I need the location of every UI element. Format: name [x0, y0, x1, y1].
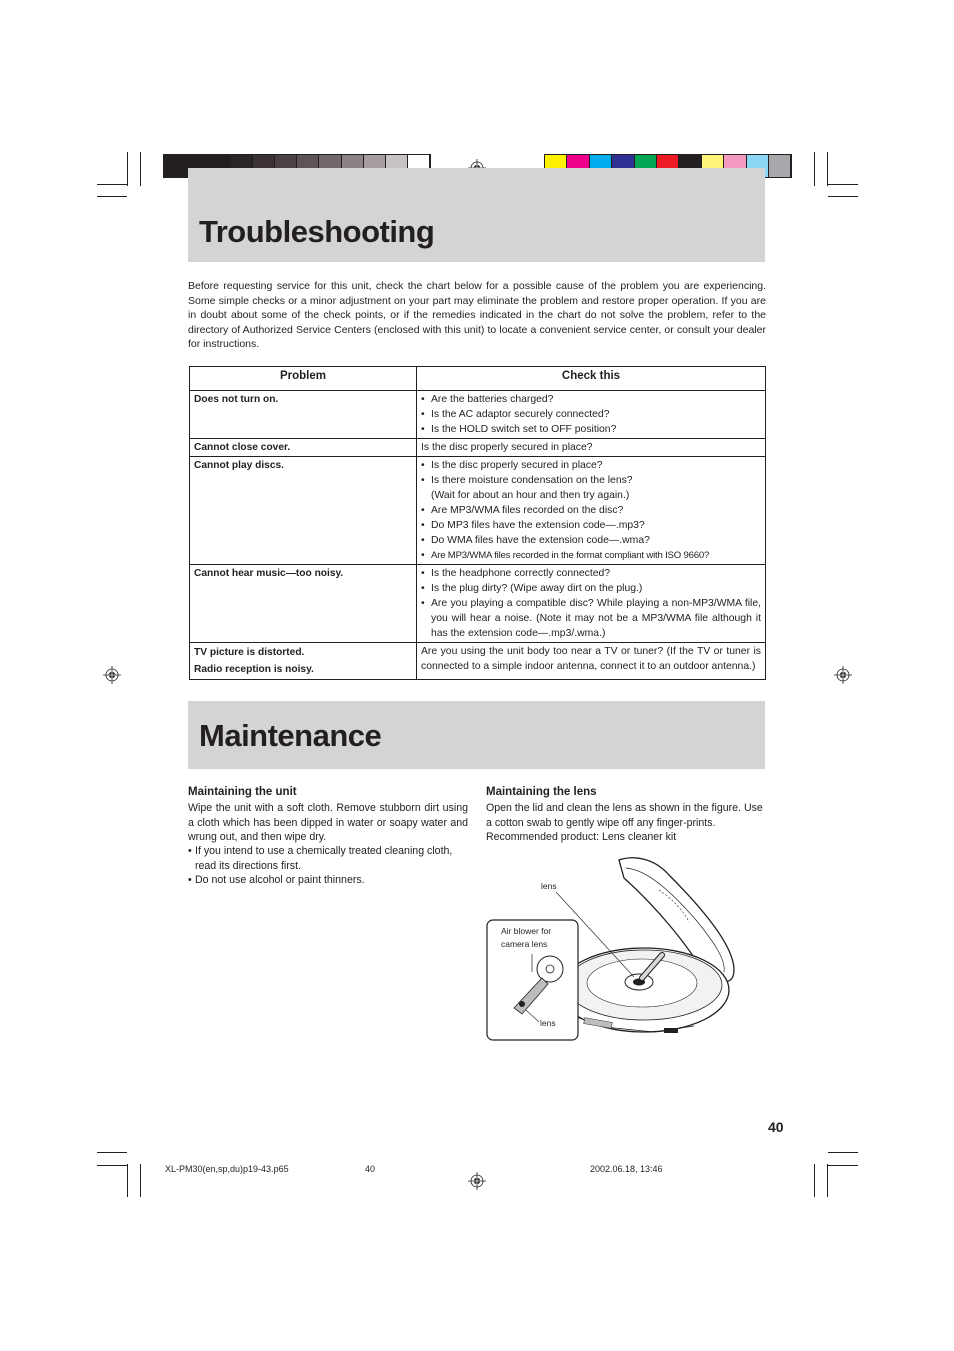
table-row [190, 457, 766, 565]
check-item: Are the batteries charged? [431, 394, 554, 405]
check-cell: • Is the headphone correctly connected? • Is the plug dirty? (Wipe away dirt on the plug.) • Are you playing a compatible disc? While playing a non-MP3/WMA file, you will hear a noise. (Note it may not be a MP3/WMA file although it has the extension code—.mp3/.wma.) [417, 565, 766, 643]
check-cell: • Is the disc properly secured in place? • Is there moisture condensation on the lens? (Wait for about an hour and then try again.) • Are MP3/WMA files recorded on the disc? • Do MP3 files have the extension code—.mp3? • Do WMA files have the extension code—.wma? • Are MP3/WMA files recorded in the format compliant with ISO 9660? [417, 457, 766, 565]
check-item: Is there moisture condensation on the lens? (Wait for about an hour and then try again.) [431, 475, 633, 501]
check-item: Is the plug dirty? (Wipe away dirt on the plug.) [431, 583, 643, 594]
table-row [190, 565, 766, 643]
table-row [190, 643, 766, 680]
footer-page: 40 [365, 1164, 376, 1174]
check-item: Are MP3/WMA files recorded on the disc? [431, 505, 624, 516]
check-item: Are MP3/WMA files recorded in the format compliant with ISO 9660? [431, 550, 710, 561]
check-item: Do MP3 files have the extension code—.mp3? [431, 520, 645, 531]
maintaining-unit-text: Wipe the unit with a soft cloth. Remove stubborn dirt using a cloth which has been dipped in water or soapy water and wrung out, and then wipe dry. [188, 802, 468, 843]
troubleshooting-header-band [188, 168, 765, 262]
maintaining-lens-heading: Maintaining the lens [486, 786, 597, 798]
color-swatch [164, 155, 186, 177]
footer-filename: XL-PM30(en,sp,du)p19-43.p65 [165, 1164, 289, 1174]
check-item: Is the AC adaptor securely connected? [431, 409, 610, 420]
check-item: Are you playing a compatible disc? While playing a non-MP3/WMA file, you will hear a noise. (Note it may not be a MP3/WMA file although it has the extension code—.mp3/.wma.) [431, 598, 761, 639]
bullet-item: If you intend to use a chemically treated cleaning cloth, read its directions first. [195, 845, 453, 872]
check-item: Is the HOLD switch set to OFF position? [431, 424, 617, 435]
section-title: Maintenance [199, 718, 382, 753]
maintaining-unit-heading: Maintaining the unit [188, 786, 297, 798]
maintaining-unit-bullets: • If you intend to use a chemically treated cleaning cloth, read its directions first. • Do not use alcohol or paint thinners. [188, 844, 470, 888]
figure-label-lens-top: lens [541, 881, 557, 891]
page-title: Troubleshooting [199, 214, 435, 249]
registration-mark-icon [834, 666, 852, 684]
problem-cell: Cannot hear music—too noisy. [190, 565, 417, 643]
color-swatch [769, 155, 791, 177]
check-cell: • Are the batteries charged? • Is the AC adaptor securely connected? • Is the HOLD switch set to OFF position? [417, 391, 766, 439]
registration-mark-icon [468, 1172, 486, 1190]
check-item: Is the headphone correctly connected? [431, 568, 611, 579]
maintenance-header-band [188, 701, 765, 769]
intro-paragraph: Before requesting service for this unit, check the chart below for a possible cause of the problem you are experiencing. Some simple checks or a minor adjustment on your part may eliminate the problem and restore proper operation. If you are in doubt about some of the check points, or if the remedies indicated in the chart do not solve the problem, refer to the directory of Authorized Service Centers (enclosed with this unit) to locate a convenient service center, or consult your dealer for instructions. [188, 280, 766, 351]
page-number: 40 [768, 1119, 784, 1135]
check-cell: Are you using the unit body too near a TV or tuner? (If the TV or tuner is connected to a simple indoor antenna, connect it to an outdoor antenna.) [417, 643, 766, 680]
column-header-problem: Problem [190, 367, 417, 391]
problem-cell [190, 643, 417, 680]
problem-line: Radio reception is noisy. [194, 664, 314, 675]
figure-label-air-blower: Air blower for camera lens [501, 926, 552, 949]
check-cell: Is the disc properly secured in place? [417, 439, 766, 457]
table-row [190, 439, 766, 457]
problem-line: TV picture is distorted. [194, 647, 305, 658]
footer-timestamp: 2002.06.18, 13:46 [590, 1164, 663, 1174]
check-item: Do WMA files have the extension code—.wma? [431, 535, 650, 546]
registration-mark-icon [103, 666, 121, 684]
problem-cell: Cannot close cover. [190, 439, 417, 457]
problem-cell: Cannot play discs. [190, 457, 417, 565]
troubleshooting-table [189, 366, 766, 680]
table-row [190, 391, 766, 439]
maintaining-lens-text: Open the lid and clean the lens as shown in the figure. Use a cotton swab to gently wipe off any finger-prints. Recommended product: Lens cleaner kit [486, 802, 763, 843]
check-item: Is the disc properly secured in place? [431, 460, 603, 471]
column-header-check: Check this [417, 367, 766, 391]
bullet-item: Do not use alcohol or paint thinners. [195, 874, 365, 886]
problem-cell: Does not turn on. [190, 391, 417, 439]
figure-label-lens-inset: lens [540, 1018, 556, 1028]
